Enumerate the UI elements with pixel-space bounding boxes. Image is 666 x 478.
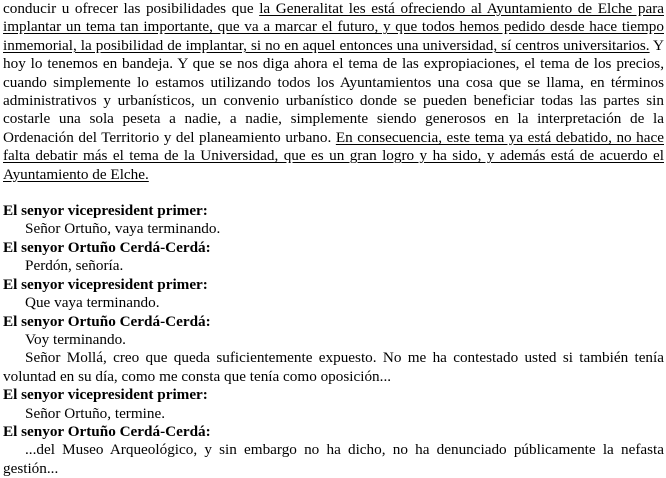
- speaker-name: El senyor vicepresident primer:: [3, 386, 208, 404]
- speaker-name: El senyor Ortuño Cerdá-Cerdá:: [3, 238, 211, 256]
- paragraph-text: Y hoy lo tenemos en bandeja. Y que se nos diga ahora el tema de las expropiaciones, el tema de los precios, cuando simplemente lo estamos utilizando todos los Ayuntamientos una cosa que se llama, en términos administrativos y urbanísticos, un convenio urbanístico donde se pueden beneficiar todas las partes sin costarle una sola peseta a nadie, a nadie, simplemente siendo generosos en la interpretación de la Ordenación del Territorio y del planeamiento urbano.: [3, 36, 665, 146]
- speaker-name: El senyor Ortuño Cerdá-Cerdá:: [3, 312, 211, 330]
- speech-line: Que vaya terminando.: [25, 294, 160, 312]
- underlined-passage: En consecuencia, este tema ya está debatido, no hace falta debatir más el tema de la Universidad, que es un gran logro y ha sido, y además está de acuerdo el Ayuntamiento de Elche.: [3, 128, 664, 183]
- dialogue: [3, 202, 664, 478]
- opening-paragraph: [3, 0, 664, 184]
- speaker-name: El senyor Ortuño Cerdá-Cerdá:: [3, 422, 211, 440]
- underlined-passage: la Generalitat les está ofreciendo al Ayuntamiento de Elche para implantar un tema tan importante, que va a marcar el futuro, y que todos hemos pedido desde hace tiempo inmemorial, la posibilidad de implantar, si no en aquel entonces una universidad, sí centros universitarios.: [3, 0, 664, 54]
- speech-line: Señor Mollá, creo que queda suficientemente expuesto. No me ha contestado usted si también tenía voluntad en su día, como me consta que tenía como oposición...: [3, 349, 664, 385]
- speech-line: ...del Museo Arqueológico, y sin embargo no ha dicho, no ha denunciado públicamente la nefasta gestión...: [3, 441, 664, 477]
- speaker-name: El senyor vicepresident primer:: [3, 275, 208, 293]
- speech-line: Voy terminando.: [25, 330, 126, 348]
- spacer: [3, 184, 664, 202]
- speech-line: Señor Ortuño, vaya terminando.: [25, 220, 221, 238]
- speaker-name: El senyor vicepresident primer:: [3, 202, 208, 220]
- speech-line: Señor Ortuño, termine.: [25, 404, 166, 422]
- speech-line: Perdón, señoría.: [25, 257, 124, 275]
- paragraph-text: conducir u ofrecer las posibilidades que: [3, 0, 260, 17]
